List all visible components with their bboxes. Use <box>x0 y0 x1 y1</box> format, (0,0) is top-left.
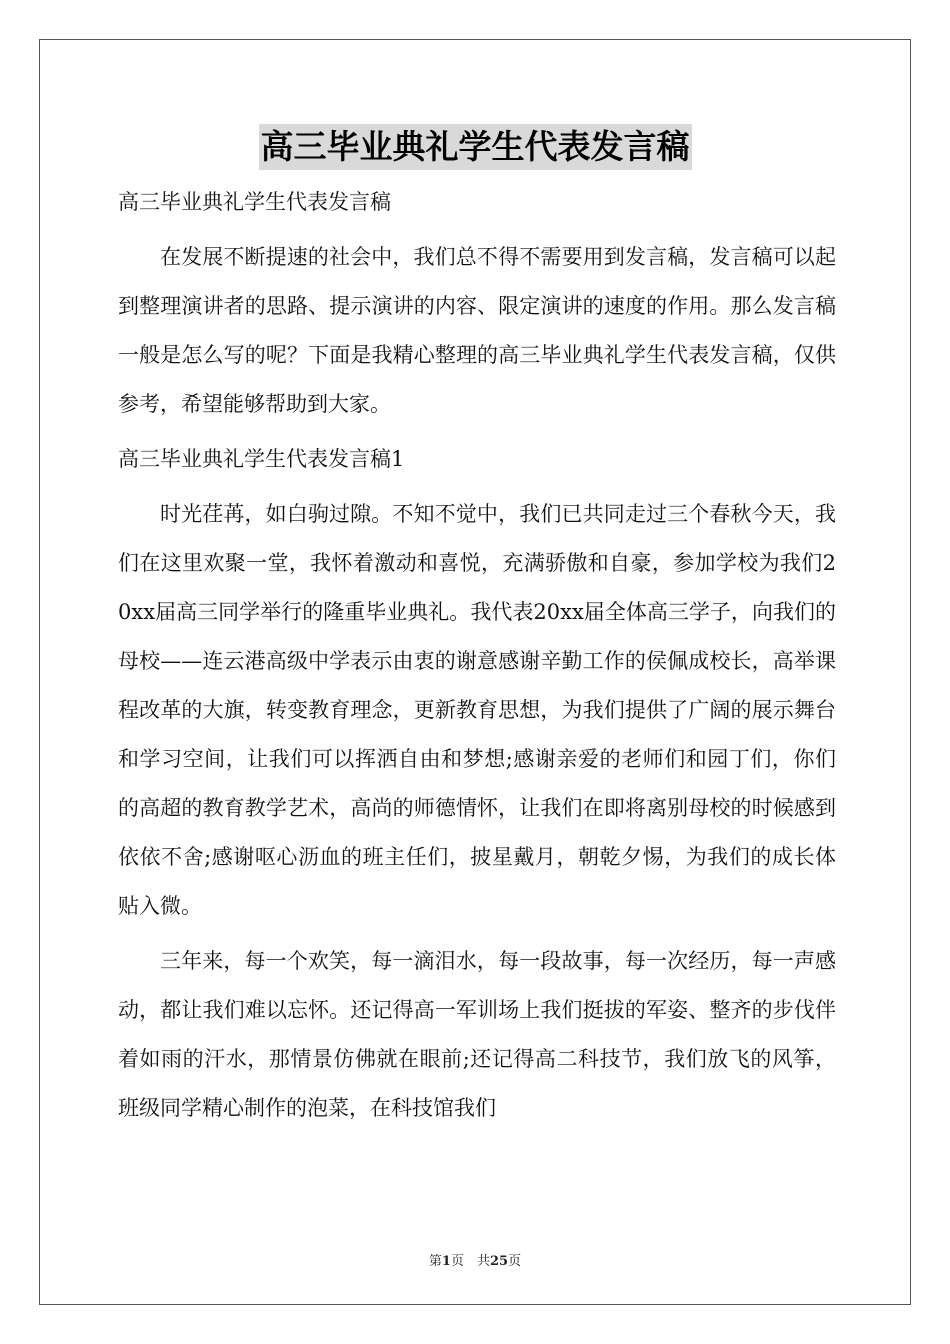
intro-paragraph: 在发展不断提速的社会中，我们总不得不需要用到发言稿，发言稿可以起到整理演讲者的思路、提示演讲的内容、限定演讲的速度的作用。那么发言稿一般是怎么写的呢？下面是我精心整理的高三毕业典礼学生代表发言稿，仅供参考，希望能够帮助到大家。 <box>118 245 836 416</box>
footer-page-mid: 页 共 <box>450 1254 490 1269</box>
document-subtitle: 高三毕业典礼学生代表发言稿 <box>118 190 391 214</box>
body-paragraph-1: 时光荏苒，如白驹过隙。不知不觉中，我们已共同走过三个春秋今天，我们在这里欢聚一堂，我怀着激动和喜悦，充满骄傲和自豪，参加学校为我们20xx届高三同学举行的隆重毕业典礼。我代表20xx届全体高三学子，向我们的母校——连云港高级中学表示由衷的谢意感谢辛勤工作的侯佩成校长，高举课程改革的大旗，转变教育理念，更新教育思想，为我们提供了广阔的展示舞台和学习空间，让我们可以挥洒自由和梦想;感谢亲爱的老师们和园丁们，你们的高超的教育教学艺术，高尚的师德情怀，让我们在即将离别母校的时候感到依依不舍;感谢呕心沥血的班主任们，披星戴月，朝乾夕惕，为我们的成长体贴入微。 <box>118 502 836 918</box>
document-title: 高三毕业典礼学生代表发言稿 <box>259 124 692 170</box>
body-paragraph-2: 三年来，每一个欢笑，每一滴泪水，每一段故事，每一次经历，每一声感动，都让我们难以忘怀。还记得高一军训场上我们挺拔的军姿、整齐的步伐伴着如雨的汗水，那情景仿佛就在眼前;还记得高二科技节，我们放飞的风筝，班级同学精心制作的泡菜，在科技馆我们 <box>118 949 836 1120</box>
title-container <box>0 124 950 170</box>
footer-page-prefix: 第 <box>428 1254 442 1269</box>
document-body <box>118 178 836 1133</box>
footer-page-total: 25 <box>489 1254 509 1269</box>
footer-page-current: 1 <box>441 1254 451 1269</box>
page-footer <box>0 1250 950 1269</box>
section-heading: 高三毕业典礼学生代表发言稿1 <box>118 447 405 471</box>
footer-page-suffix: 页 <box>508 1254 522 1269</box>
